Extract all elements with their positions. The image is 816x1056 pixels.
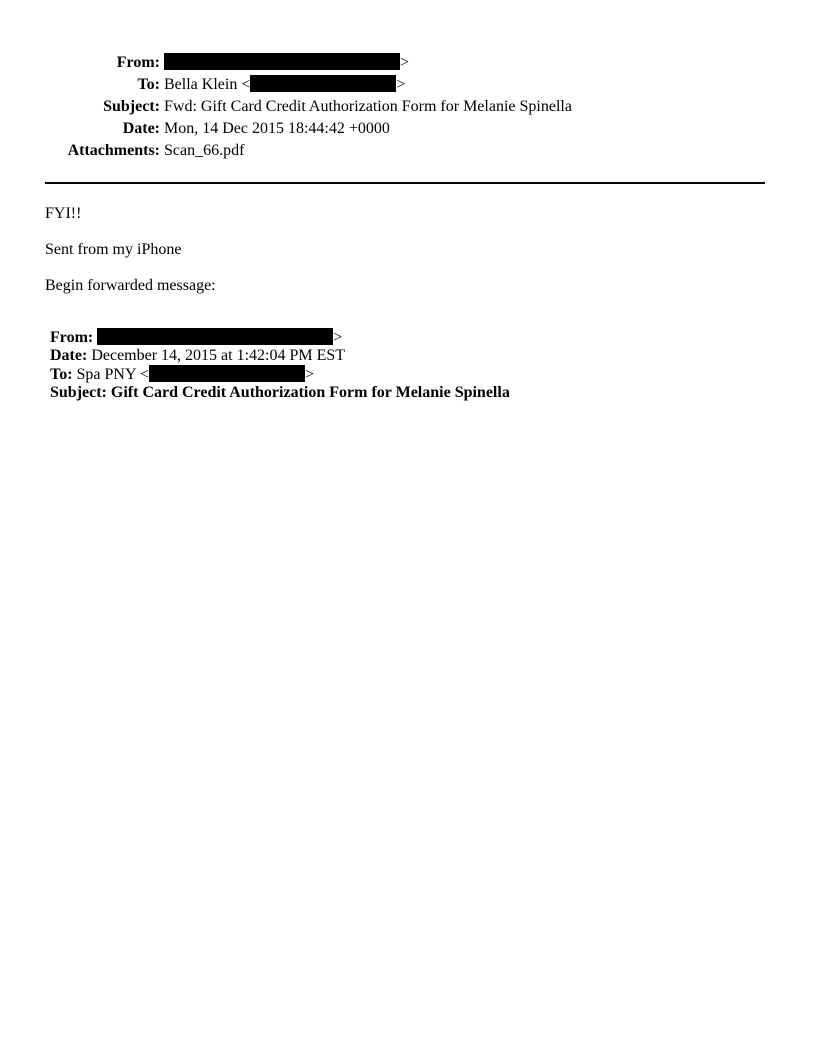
header-attachments-row xyxy=(40,141,572,163)
header-to-suffix: > xyxy=(396,76,406,93)
forwarded-from-row xyxy=(50,328,510,347)
redaction-box xyxy=(149,365,305,382)
forwarded-subject-row xyxy=(50,384,510,402)
body-text-signature: Sent from my iPhone xyxy=(45,241,182,258)
header-from-row xyxy=(40,53,572,75)
forwarded-subject-value: Gift Card Credit Authorization Form for Melanie Spinella xyxy=(110,384,510,401)
forwarded-header xyxy=(50,328,510,402)
header-to-name: Bella Klein < xyxy=(164,76,251,93)
header-date-value: Mon, 14 Dec 2015 18:44:42 +0000 xyxy=(164,120,390,137)
forwarded-subject-label: Subject: xyxy=(50,384,107,401)
forwarded-to-name: Spa PNY < xyxy=(76,366,149,383)
forwarded-date-row xyxy=(50,347,510,365)
header-to-row xyxy=(40,75,572,97)
redaction-box xyxy=(97,328,333,345)
header-from-value xyxy=(164,53,572,75)
forwarded-from-label: From: xyxy=(50,329,94,346)
redaction-box xyxy=(250,75,396,92)
forwarded-to-row xyxy=(50,365,510,384)
header-date-row xyxy=(40,119,572,141)
header-from-label: From: xyxy=(116,54,160,71)
forwarded-to-suffix: > xyxy=(304,366,314,383)
header-date-label: Date: xyxy=(122,120,160,137)
forwarded-date-value: December 14, 2015 at 1:42:04 PM EST xyxy=(91,347,346,364)
forwarded-date-label: Date: xyxy=(50,347,88,364)
header-subject-row xyxy=(40,97,572,119)
header-to-label: To: xyxy=(137,76,160,93)
header-subject-label: Subject: xyxy=(103,98,160,115)
forwarded-to-label: To: xyxy=(50,366,73,383)
header-attachments-label: Attachments: xyxy=(67,142,160,159)
body-text-forward-intro: Begin forwarded message: xyxy=(45,277,216,294)
header-attachments-value[interactable]: Scan_66.pdf xyxy=(164,142,245,159)
redaction-box xyxy=(164,53,400,70)
header-subject-value: Fwd: Gift Card Credit Authorization Form for Melanie Spinella xyxy=(164,98,572,115)
email-header xyxy=(40,53,572,163)
header-to-value xyxy=(164,75,572,97)
header-from-suffix: > xyxy=(400,54,410,71)
forwarded-from-suffix: > xyxy=(333,329,343,346)
header-divider xyxy=(45,182,765,184)
body-text-fyi: FYI!! xyxy=(45,205,82,222)
